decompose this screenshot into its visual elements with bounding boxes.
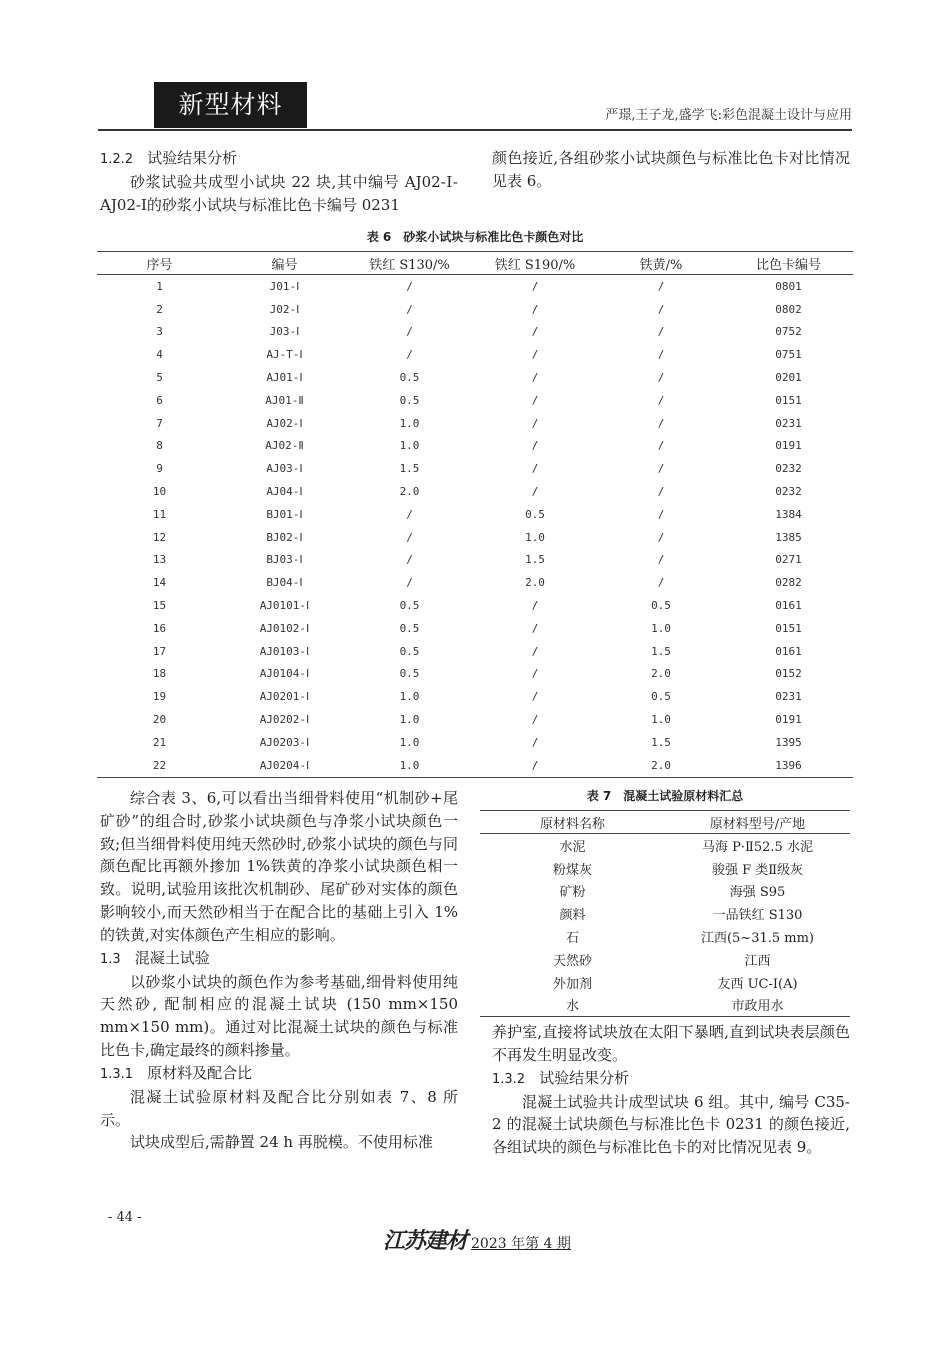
table-cell: / xyxy=(406,302,413,316)
table-row xyxy=(480,834,850,857)
table-row xyxy=(97,457,853,480)
table-cell: AJ0202-Ⅰ xyxy=(259,713,310,727)
table-cell: / xyxy=(406,279,413,293)
table-cell: J03-Ⅰ xyxy=(269,325,300,339)
left-col-bottom xyxy=(100,787,458,1154)
table-row xyxy=(97,435,853,458)
table-cell: 0.5 xyxy=(399,393,420,407)
table-cell: 0.5 xyxy=(651,599,671,613)
table-cell: BJ01-Ⅰ xyxy=(266,507,303,521)
table-cell: 0161 xyxy=(775,644,802,658)
table-cell: 14 xyxy=(152,576,167,590)
table-cell: 8 xyxy=(156,439,163,453)
table-cell: / xyxy=(657,530,665,544)
table-cell: 1.0 xyxy=(651,621,671,635)
table-cell: / xyxy=(531,439,539,453)
table-cell: 1.0 xyxy=(399,690,420,704)
table-cell: J01-Ⅰ xyxy=(269,279,300,293)
table-cell: 19 xyxy=(152,690,167,704)
table-cell: / xyxy=(657,553,665,567)
table-header-row xyxy=(480,811,850,834)
heading-number: 1.2.2 xyxy=(100,152,134,167)
table-cell: 2.0 xyxy=(525,576,545,590)
table-row xyxy=(97,412,853,435)
table-cell: AJ02-Ⅱ xyxy=(265,439,304,453)
table-cell: AJ-T-Ⅰ xyxy=(266,348,303,362)
table-cell: AJ04-Ⅰ xyxy=(266,485,303,499)
journal-footer xyxy=(383,1224,571,1255)
table-cell: 1.0 xyxy=(399,416,420,430)
table-cell: / xyxy=(657,371,665,385)
table-cell: 1395 xyxy=(775,735,802,749)
header-rule xyxy=(98,129,852,131)
journal-logo: 江苏建材 xyxy=(383,1228,468,1254)
table-cell: 1384 xyxy=(775,507,802,521)
table-cell: 0.5 xyxy=(399,644,420,658)
heading-1-3-2 xyxy=(492,1067,850,1091)
table-cell: 21 xyxy=(152,735,167,749)
right-col-bottom xyxy=(492,1021,850,1159)
table-cell: 友西 UC-Ⅰ(A) xyxy=(717,976,798,992)
table-cell: 江西(5~31.5 mm) xyxy=(700,931,815,947)
table-cell: 0161 xyxy=(775,599,802,613)
table-cell: 0.5 xyxy=(399,667,420,681)
table-cell: BJ02-Ⅰ xyxy=(266,530,303,544)
table-cell: / xyxy=(531,599,539,613)
heading-number: 1.3.1 xyxy=(100,1066,134,1082)
heading-1-3 xyxy=(100,947,458,971)
table-cell: 0151 xyxy=(775,621,802,635)
paragraph: 颜色接近,各组砂浆小试块颜色与标准比色卡对比情况见表 6。 xyxy=(492,149,850,190)
table7-caption: 表 7 混凝土试验原材料汇总 xyxy=(586,789,744,803)
table-cell: 1.0 xyxy=(347,754,472,777)
table-cell: 1.5 xyxy=(651,644,671,658)
table-cell: / xyxy=(531,735,539,749)
table-cell: AJ0104-Ⅰ xyxy=(259,667,310,681)
heading-number: 1.3 xyxy=(100,951,121,967)
table-cell: / xyxy=(657,576,665,590)
table-cell: 2.0 xyxy=(651,667,671,681)
table-row xyxy=(97,366,853,389)
table-row xyxy=(480,857,850,880)
heading-1-2-2 xyxy=(100,147,458,171)
table6 xyxy=(97,251,853,778)
table-cell: 1.0 xyxy=(399,439,420,453)
table-cell: 石 xyxy=(565,931,579,947)
table-cell: 20 xyxy=(152,713,167,727)
col-header: 序号 xyxy=(97,252,222,275)
table-cell: 2.0 xyxy=(598,754,724,777)
table-cell: / xyxy=(531,279,539,293)
table-cell: 0282 xyxy=(775,576,802,590)
table-cell: AJ0102-Ⅰ xyxy=(259,621,310,635)
table6-caption: 表 6 砂浆小试块与标准比色卡颜色对比 xyxy=(366,230,584,244)
table-cell: 0.5 xyxy=(399,599,420,613)
table-cell: 海强 S95 xyxy=(729,885,786,901)
paragraph: 砂浆试验共成型小试块 22 块,其中编号 AJ02-Ⅰ-AJ02-Ⅰ的砂浆小试块与标准比色卡编号 0231 xyxy=(100,173,458,214)
table-cell: / xyxy=(657,348,665,362)
table-cell: 1385 xyxy=(775,530,802,544)
table-cell: 天然砂 xyxy=(552,953,592,969)
table-cell: / xyxy=(531,393,539,407)
table-cell: / xyxy=(531,713,539,727)
table-cell: 0.5 xyxy=(651,690,671,704)
table-row xyxy=(480,948,850,971)
table-cell: / xyxy=(657,439,665,453)
table-cell: / xyxy=(531,485,539,499)
table-cell: 0151 xyxy=(775,393,802,407)
table-cell: / xyxy=(531,690,539,704)
table-cell: 水泥 xyxy=(559,839,586,855)
table-row xyxy=(97,617,853,640)
heading-1-3-1 xyxy=(100,1062,458,1086)
paragraph: 综合表 3、6,可以看出当细骨料使用“机制砂+尾矿砂”的组合时,砂浆小试块颜色与净浆小试块颜色一致;但当细骨料使用纯天然砂时,砂浆小试块的颜色与同颜色配比再额外掺加 1%铁黄的净浆小试块颜色相一致。说明,试验用该批次机制砂、尾矿砂对实体的颜色影响较小,而天然砂相当于在配合比的基础上引入 1%的铁黄,对实体颜色产生相应的影响。 xyxy=(100,789,458,944)
table-cell: 0802 xyxy=(775,302,802,316)
paragraph: 试块成型后,需静置 24 h 再脱模。不使用标准 xyxy=(130,1133,433,1152)
table-cell: 水 xyxy=(480,994,665,1017)
table7 xyxy=(480,810,850,1017)
table-cell: 2 xyxy=(156,302,163,316)
table-cell: / xyxy=(472,754,598,777)
table-cell: 7 xyxy=(156,416,163,430)
table-cell: 0751 xyxy=(775,348,802,362)
table-cell: 22 xyxy=(97,754,222,777)
table-row xyxy=(97,731,853,754)
table-cell: BJ04-Ⅰ xyxy=(266,576,303,590)
table-cell: 一品铁红 S130 xyxy=(712,908,803,924)
table-cell: 0232 xyxy=(775,485,802,499)
table-cell: / xyxy=(531,621,539,635)
table-cell: 马海 P·Ⅱ52.5 水泥 xyxy=(702,839,813,855)
heading-number: 1.3.2 xyxy=(492,1071,526,1087)
table-row xyxy=(480,971,850,994)
paragraph: 混凝土试验共计成型试块 6 组。其中, 编号 C35-2 的混凝土试块颜色与标准比色卡 0231 的颜色接近,各组试块的颜色与标准比色卡的对比情况见表 9。 xyxy=(492,1092,850,1157)
table-cell: 0231 xyxy=(775,416,802,430)
page-number: - 44 - xyxy=(108,1210,142,1225)
table-cell: / xyxy=(657,507,665,521)
table-cell: / xyxy=(657,393,665,407)
table-cell: AJ0204-Ⅰ xyxy=(222,754,347,777)
table-cell: / xyxy=(406,576,413,590)
table-cell: J02-Ⅰ xyxy=(269,302,300,316)
table-cell: 0201 xyxy=(775,371,802,385)
table-cell: 11 xyxy=(152,507,167,521)
table-cell: / xyxy=(531,644,539,658)
table-cell: AJ0103-Ⅰ xyxy=(259,644,310,658)
table-cell: 外加剂 xyxy=(552,976,592,992)
running-head: 严璟,王子龙,盛学飞:彩色混凝土设计与应用 xyxy=(605,108,852,123)
col-header: 铁黄/% xyxy=(598,252,724,275)
table-row xyxy=(97,275,853,298)
table-cell: AJ0201-Ⅰ xyxy=(259,690,310,704)
table-cell: 矿粉 xyxy=(559,885,586,901)
table-cell: 1.0 xyxy=(651,713,671,727)
heading-text: 试验结果分析 xyxy=(539,1068,630,1087)
heading-text: 原材料及配合比 xyxy=(147,1063,253,1082)
table-cell: 1 xyxy=(156,279,163,293)
journal-issue: 2023 年第 4 期 xyxy=(471,1236,571,1252)
table-cell: / xyxy=(657,416,665,430)
table-row xyxy=(97,663,853,686)
table-row xyxy=(97,343,853,366)
table-row xyxy=(97,549,853,572)
table-cell: / xyxy=(531,348,539,362)
table-cell: 0191 xyxy=(775,713,802,727)
table-cell: / xyxy=(657,462,665,476)
table-cell: 颜料 xyxy=(559,908,586,924)
table-cell: AJ0101-Ⅰ xyxy=(259,599,310,613)
table-cell: 0801 xyxy=(775,279,802,293)
table-cell: 1.0 xyxy=(525,530,545,544)
right-col-top xyxy=(492,147,850,193)
table-row xyxy=(97,708,853,731)
col-header: 编号 xyxy=(222,252,347,275)
table-cell: 骏强 F 类Ⅱ级灰 xyxy=(711,862,804,878)
table-cell: 18 xyxy=(152,667,167,681)
table-cell: AJ01-Ⅱ xyxy=(265,393,304,407)
left-col-top xyxy=(100,147,458,217)
col-header: 比色卡编号 xyxy=(724,252,853,275)
table-row xyxy=(480,925,850,948)
table-cell: BJ03-Ⅰ xyxy=(266,553,303,567)
table-cell: 5 xyxy=(156,371,163,385)
table-cell: / xyxy=(531,371,539,385)
table-cell: / xyxy=(406,507,413,521)
table-cell: 0271 xyxy=(775,553,802,567)
table-row xyxy=(97,754,853,777)
table-header-row xyxy=(97,252,853,275)
table-cell: 1.0 xyxy=(399,735,420,749)
table-row xyxy=(97,389,853,412)
table-cell: 江西 xyxy=(744,953,771,969)
table-cell: / xyxy=(657,279,665,293)
table-cell: 10 xyxy=(152,485,167,499)
table-cell: 15 xyxy=(152,599,167,613)
table-row xyxy=(97,640,853,663)
table-row xyxy=(97,571,853,594)
table-cell: / xyxy=(531,325,539,339)
table-cell: / xyxy=(531,667,539,681)
col-header: 铁红 S190/% xyxy=(472,252,598,275)
section-tab: 新型材料 xyxy=(154,82,307,128)
table-row xyxy=(480,994,850,1017)
table-cell: AJ0203-Ⅰ xyxy=(259,735,310,749)
table-cell: 16 xyxy=(152,621,167,635)
table-cell: 0231 xyxy=(775,690,802,704)
table-cell: 0191 xyxy=(775,439,802,453)
table-cell: 4 xyxy=(156,348,163,362)
table-row xyxy=(97,526,853,549)
table-cell: / xyxy=(406,325,413,339)
table-row xyxy=(97,685,853,708)
table-cell: / xyxy=(531,302,539,316)
table-cell: 17 xyxy=(152,644,167,658)
col-header: 原材料名称 xyxy=(480,811,665,834)
table-cell: / xyxy=(657,485,665,499)
table-cell: / xyxy=(406,553,413,567)
table-cell: 0232 xyxy=(775,462,802,476)
table-cell: / xyxy=(531,416,539,430)
table-cell: 12 xyxy=(152,530,167,544)
table-row xyxy=(97,594,853,617)
table-cell: 1396 xyxy=(724,754,853,777)
paragraph: 养护室,直接将试块放在太阳下暴晒,直到试块表层颜色不再发生明显改变。 xyxy=(492,1023,850,1064)
table-cell: / xyxy=(406,348,413,362)
table-cell: 0.5 xyxy=(399,621,420,635)
col-header: 原材料型号/产地 xyxy=(665,811,850,834)
table-cell: 1.5 xyxy=(399,462,420,476)
table-cell: AJ01-Ⅰ xyxy=(266,371,303,385)
table-row xyxy=(480,880,850,903)
table-cell: / xyxy=(657,325,665,339)
heading-text: 混凝土试验 xyxy=(134,948,210,967)
table-row xyxy=(97,480,853,503)
table-cell: / xyxy=(406,530,413,544)
table-row xyxy=(97,298,853,321)
table-row xyxy=(97,321,853,344)
table-cell: 0.5 xyxy=(399,371,420,385)
table-cell: 6 xyxy=(156,393,163,407)
table-cell: 1.5 xyxy=(525,553,545,567)
table-cell: 0752 xyxy=(775,325,802,339)
table-cell: / xyxy=(531,462,539,476)
table-cell: / xyxy=(657,302,665,316)
paragraph: 混凝土试验原材料及配合比分别如表 7、8 所示。 xyxy=(100,1087,458,1129)
table-cell: 0152 xyxy=(775,667,802,681)
table-cell: 2.0 xyxy=(399,485,420,499)
table-cell: 13 xyxy=(152,553,167,567)
paragraph: 以砂浆小试块的颜色作为参考基础,细骨料使用纯天然砂, 配制相应的混凝土试块 (150 mm×150 mm×150 mm)。通过对比混凝土试块的颜色与标准比色卡,确定最终的颜料掺量。 xyxy=(100,972,458,1059)
table-cell: 市政用水 xyxy=(665,994,850,1017)
table-cell: AJ03-Ⅰ xyxy=(266,462,303,476)
table-cell: AJ02-Ⅰ xyxy=(266,416,303,430)
table-cell: 9 xyxy=(156,462,163,476)
table-cell: 3 xyxy=(156,325,163,339)
heading-text: 试验结果分析 xyxy=(147,149,238,167)
table-row xyxy=(480,902,850,925)
col-header: 铁红 S130/% xyxy=(347,252,472,275)
table-cell: 1.5 xyxy=(651,735,671,749)
table-row xyxy=(97,503,853,526)
table-cell: 粉煤灰 xyxy=(552,862,592,878)
table-cell: 0.5 xyxy=(525,507,545,521)
table-cell: 1.0 xyxy=(399,713,420,727)
